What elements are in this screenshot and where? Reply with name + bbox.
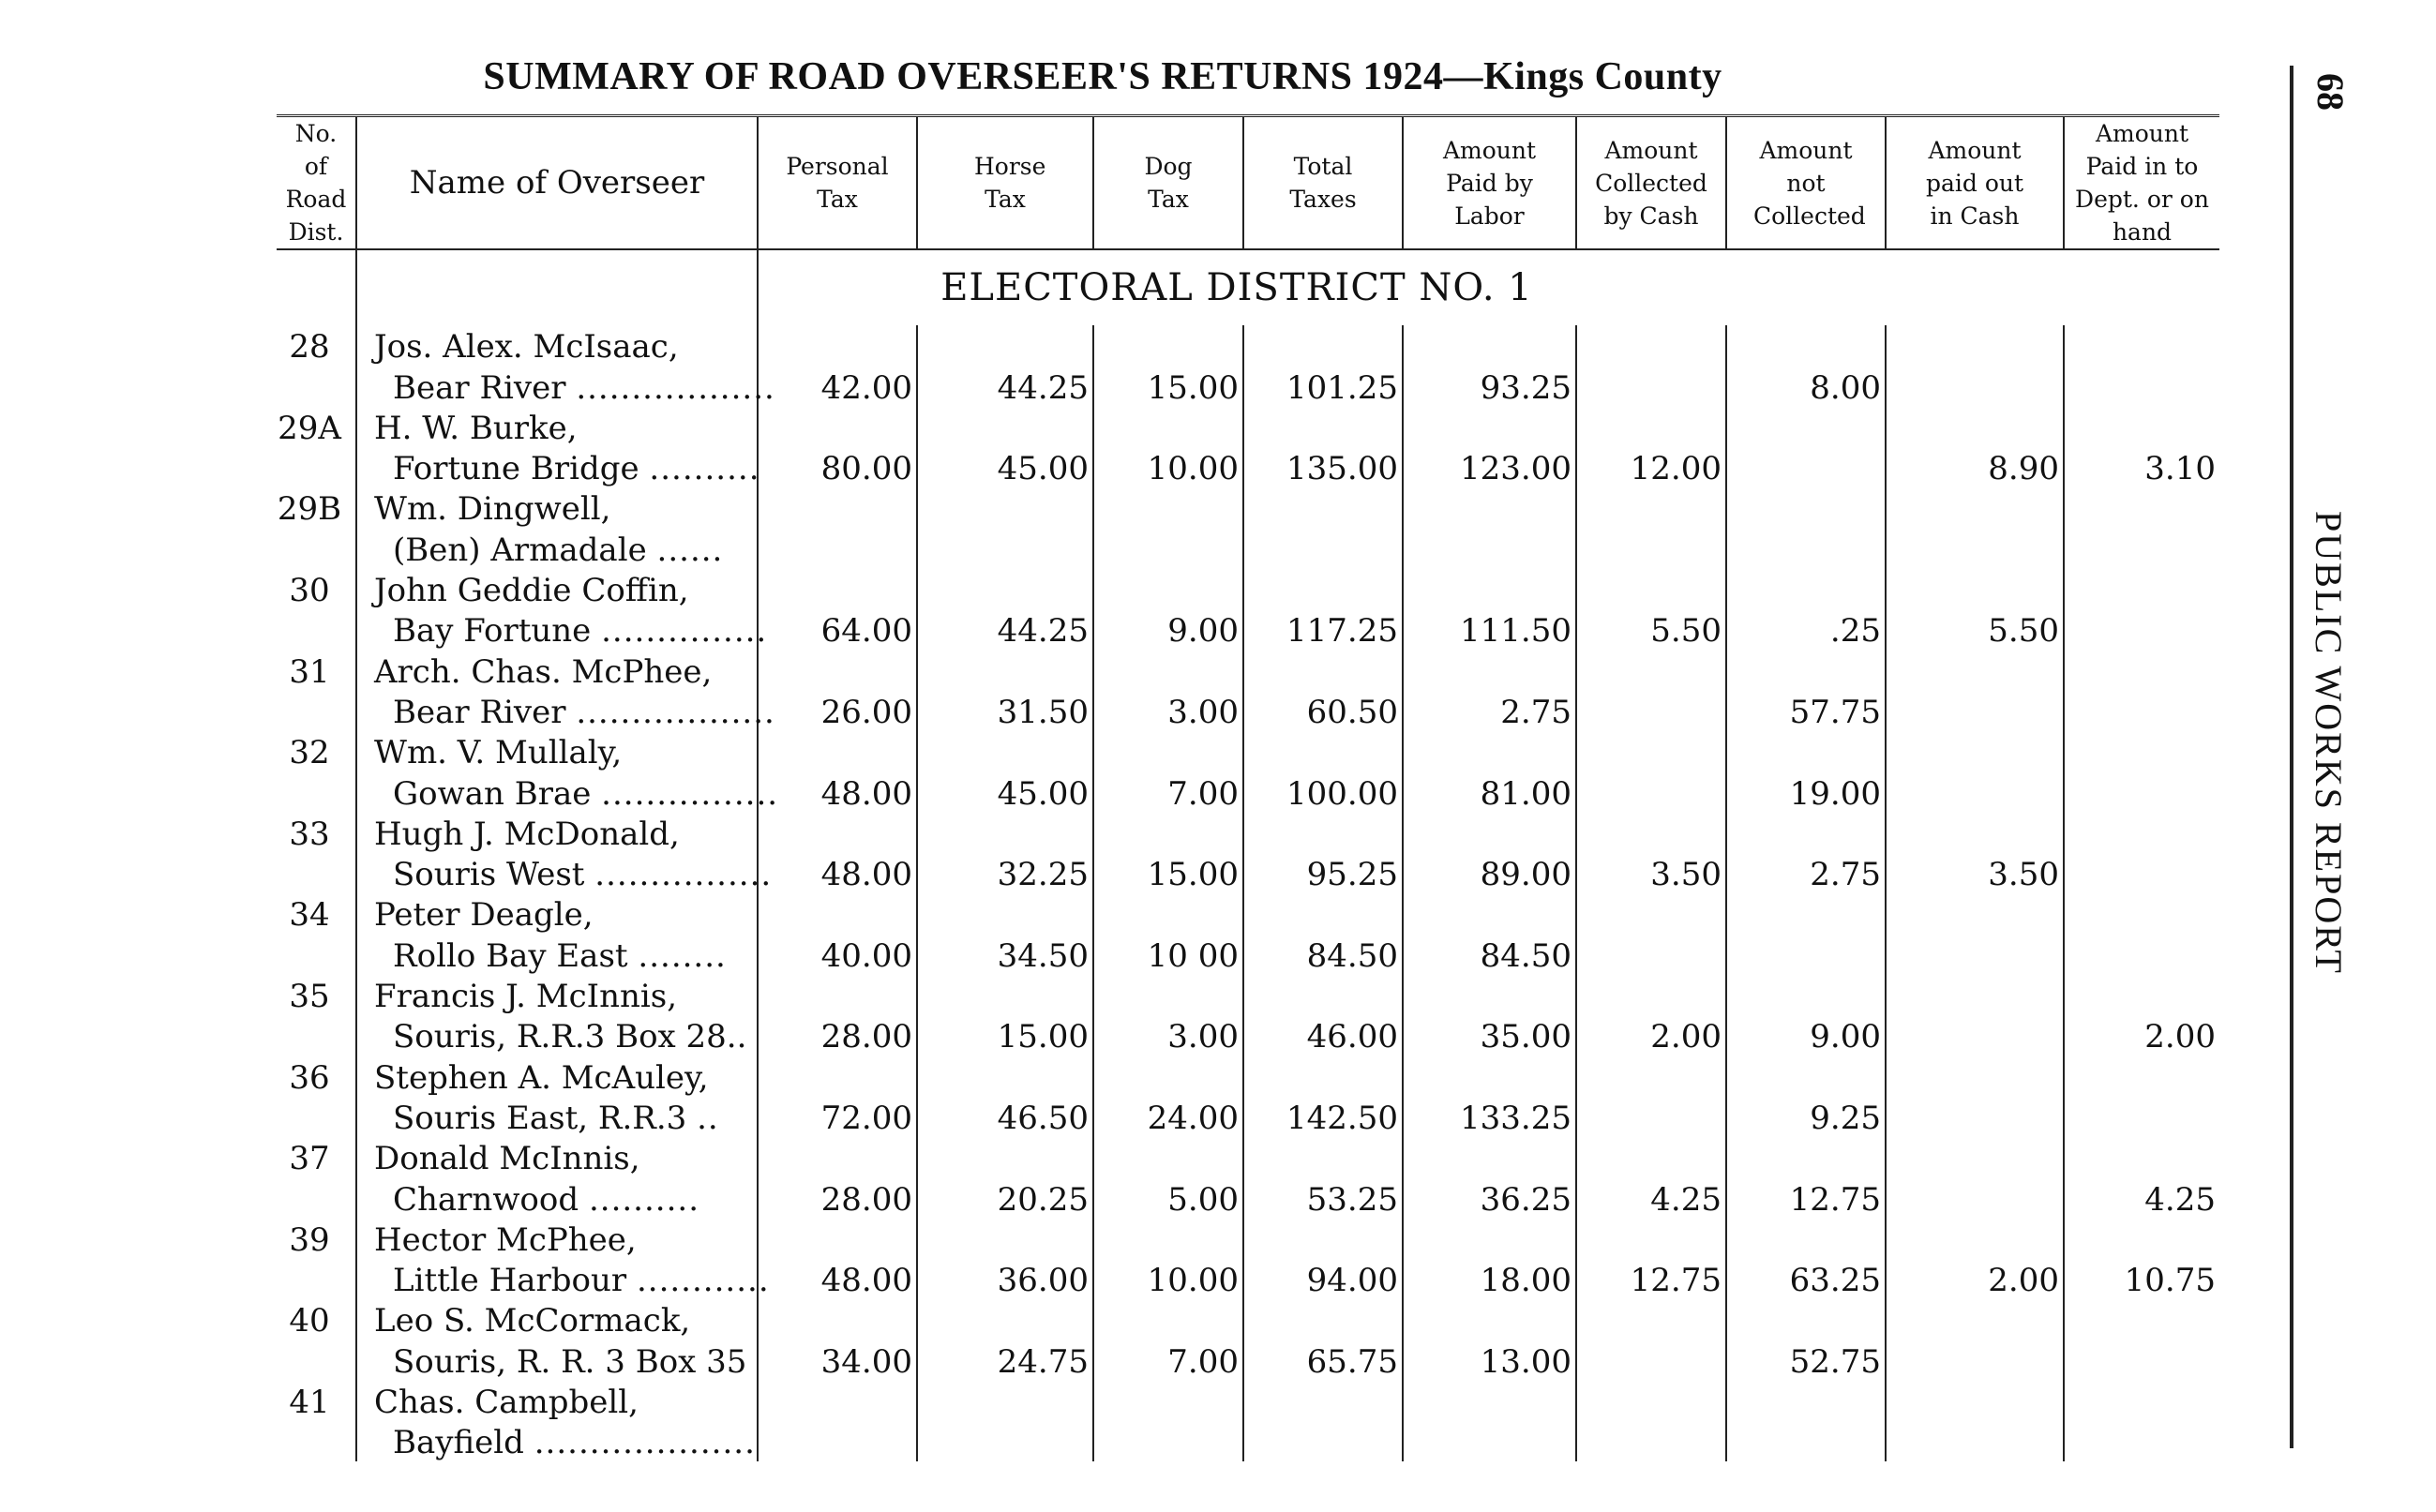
overseer-name: Arch. Chas. McPhee, [356,650,758,690]
cell-dog: 15.00 [1093,853,1243,893]
cell-collected [1576,771,1726,812]
cell-collected: 12.00 [1576,447,1726,487]
place-label: Bear River [393,693,566,731]
place-label: Little Harbour [393,1262,627,1300]
cell-not-collected: 9.00 [1726,1015,1886,1055]
place-label: Souris East, R.R.3 [393,1099,687,1137]
overseer-place [356,1340,758,1380]
cell-collected [1576,528,1726,568]
cell-not-collected: 12.75 [1726,1177,1886,1218]
header-paid-out-cash: Amount paid out in Cash [1886,116,2064,250]
cell-personal: 64.00 [758,609,917,650]
table-row-figures [277,528,2219,568]
table-row-figures [277,934,2219,974]
table-row [277,650,2219,690]
cell-personal: 40.00 [758,934,917,974]
leader-dots: ............ [636,1262,770,1300]
cell-not-collected: 8.00 [1726,366,1886,406]
table-row-figures [277,1177,2219,1218]
cell-paid-in [2064,366,2219,406]
cell-labor: 133.25 [1403,1097,1576,1137]
table-row [277,407,2219,447]
cell-paid-out: 3.50 [1886,853,2064,893]
cell-total: 135.00 [1243,447,1403,487]
running-title: PUBLIC WORKS REPORT [2308,511,2350,975]
cell-labor [1403,528,1576,568]
overseer-place [356,1097,758,1137]
road-dist-number: 37 [289,1140,330,1178]
cell-not-collected: .25 [1726,609,1886,650]
cell-paid-in [2064,528,2219,568]
cell-collected: 3.50 [1576,853,1726,893]
place-label: Gowan Brae [393,774,592,813]
cell-labor: 84.50 [1403,934,1576,974]
table-row [277,1381,2219,1421]
road-dist-number: 40 [289,1302,330,1340]
cell-dog: 15.00 [1093,366,1243,406]
cell-paid-out [1886,528,2064,568]
cell-paid-in [2064,771,2219,812]
cell-dog [1093,528,1243,568]
cell-total: 100.00 [1243,771,1403,812]
place-label: Charnwood [393,1180,579,1219]
road-dist-number: 29B [277,490,342,529]
district-heading: ELECTORAL DISTRICT NO. 1 [940,266,1533,309]
cell-total: 117.25 [1243,609,1403,650]
table-row-figures [277,1015,2219,1055]
table-row-figures [277,1421,2219,1461]
cell-horse [917,1421,1093,1461]
cell-personal: 28.00 [758,1015,917,1055]
table-row [277,893,2219,934]
cell-labor: 81.00 [1403,771,1576,812]
header-row [277,116,2219,250]
overseer-name: Wm. V. Mullaly, [356,731,758,771]
table-row-figures [277,853,2219,893]
cell-paid-out [1886,934,2064,974]
cell-total: 142.50 [1243,1097,1403,1137]
page-title: SUMMARY OF ROAD OVERSEER'S RETURNS 1924—Kings County [483,55,1722,98]
overseer-name: John Geddie Coffin, [356,569,758,609]
place-label: Bay Fortune [393,612,592,651]
overseer-place [356,366,775,407]
overseer-place [356,934,758,974]
road-dist-number: 39 [289,1220,330,1259]
table-row [277,813,2219,853]
cell-paid-in [2064,934,2219,974]
cell-collected [1576,1340,1726,1380]
cell-collected: 5.50 [1576,609,1726,650]
cell-paid-out [1886,771,2064,812]
table-row-figures [277,609,2219,650]
cell-collected [1576,691,1726,731]
cell-paid-out [1886,1340,2064,1380]
cell-horse: 45.00 [917,447,1093,487]
cell-paid-out [1886,1177,2064,1218]
cell-horse: 45.00 [917,771,1093,812]
table-row [277,731,2219,771]
cell-paid-out: 2.00 [1886,1259,2064,1299]
cell-collected: 2.00 [1576,1015,1726,1055]
table-row-figures [277,1259,2219,1299]
overseer-place [356,528,758,568]
table-row [277,1219,2219,1259]
leader-dots: ........ [638,936,727,975]
road-dist-number: 31 [289,652,330,691]
cell-personal: 48.00 [758,771,917,812]
cell-paid-out [1886,1421,2064,1461]
returns-table-container [277,114,2216,1492]
place-label: Souris, R. R. 3 Box 35 [393,1342,747,1381]
cell-not-collected: 2.75 [1726,853,1886,893]
overseer-place [356,609,768,651]
cell-paid-out [1886,1015,2064,1055]
overseer-name: Francis J. McInnis, [356,975,758,1015]
cell-not-collected: 57.75 [1726,691,1886,731]
cell-paid-out: 5.50 [1886,609,2064,650]
cell-not-collected: 52.75 [1726,1340,1886,1380]
cell-total [1243,1421,1403,1461]
cell-dog: 10.00 [1093,1259,1243,1299]
leader-dots: .......... [588,1180,700,1219]
cell-collected [1576,1097,1726,1137]
cell-horse: 31.50 [917,691,1093,731]
leader-dots: ...... [656,531,724,569]
cell-total: 60.50 [1243,691,1403,731]
table-row-figures [277,771,2219,812]
table-row-figures [277,691,2219,731]
district-row [277,249,2219,325]
cell-labor: 13.00 [1403,1340,1576,1380]
cell-collected [1576,1421,1726,1461]
road-dist-number: 33 [289,815,330,853]
cell-personal: 48.00 [758,853,917,893]
cell-total [1243,528,1403,568]
cell-paid-in [2064,1097,2219,1137]
overseer-name: Stephen A. McAuley, [356,1055,758,1096]
table-row-figures [277,1340,2219,1380]
cell-personal: 72.00 [758,1097,917,1137]
cell-horse: 46.50 [917,1097,1093,1137]
overseer-name: Donald McInnis, [356,1137,758,1177]
cell-labor: 123.00 [1403,447,1576,487]
cell-paid-in: 10.75 [2064,1259,2219,1299]
cell-horse: 15.00 [917,1015,1093,1055]
table-row-figures [277,366,2219,406]
cell-paid-in [2064,853,2219,893]
cell-dog: 10.00 [1093,447,1243,487]
cell-not-collected [1726,1421,1886,1461]
overseer-name: Hugh J. McDonald, [356,813,758,853]
cell-dog: 3.00 [1093,1015,1243,1055]
cell-paid-in [2064,609,2219,650]
cell-horse [917,528,1093,568]
place-label: Bear River [393,368,566,407]
place-label: Fortune Bridge [393,450,639,488]
table-row [277,1299,2219,1340]
overseer-place [356,1177,758,1218]
returns-table [277,114,2219,1461]
cell-paid-out: 8.90 [1886,447,2064,487]
cell-dog: 7.00 [1093,1340,1243,1380]
place-label: Souris West [393,856,585,894]
cell-labor: 2.75 [1403,691,1576,731]
overseer-place [356,853,773,894]
leader-dots: ................ [594,856,773,894]
cell-labor: 93.25 [1403,366,1576,406]
cell-personal: 42.00 [758,366,917,406]
header-collected-by-cash: Amount Collected by Cash [1576,116,1726,250]
leader-dots: .......... [649,450,760,488]
header-road-dist: No. of Road Dist. [285,120,347,246]
cell-labor: 35.00 [1403,1015,1576,1055]
leader-dots: ................ [601,774,779,813]
road-dist-number: 32 [289,734,330,772]
cell-horse: 34.50 [917,934,1093,974]
road-dist-number: 36 [289,1058,330,1097]
table-row-figures [277,447,2219,487]
cell-dog: 5.00 [1093,1177,1243,1218]
cell-collected [1576,934,1726,974]
cell-paid-out [1886,366,2064,406]
header-name: Name of Overseer [356,116,758,250]
cell-total: 65.75 [1243,1340,1403,1380]
overseer-name: Chas. Campbell, [356,1381,758,1421]
road-dist-number: 30 [289,572,330,610]
cell-personal [758,528,917,568]
cell-labor: 111.50 [1403,609,1576,650]
cell-collected: 12.75 [1576,1259,1726,1299]
cell-dog: 24.00 [1093,1097,1243,1137]
header-paid-to-dept: Amount Paid in to Dept. or on hand [2064,116,2219,250]
cell-collected [1576,366,1726,406]
cell-total: 94.00 [1243,1259,1403,1299]
table-row-figures [277,1097,2219,1137]
road-dist-number: 34 [289,896,330,935]
table-body [277,249,2219,1461]
overseer-name: Leo S. McCormack, [356,1299,758,1340]
cell-paid-out [1886,1097,2064,1137]
cell-labor: 18.00 [1403,1259,1576,1299]
table-row [277,569,2219,609]
header-personal-tax: Personal Tax [758,116,917,250]
overseer-place [356,1421,758,1461]
cell-not-collected [1726,934,1886,974]
cell-dog: 3.00 [1093,691,1243,731]
overseer-place [356,1015,758,1055]
cell-horse: 44.25 [917,366,1093,406]
cell-personal: 26.00 [758,691,917,731]
table-row [277,325,2219,366]
cell-horse: 36.00 [917,1259,1093,1299]
cell-paid-in: 3.10 [2064,447,2219,487]
header-paid-by-labor: Amount Paid by Labor [1403,116,1576,250]
leader-dots: .................. [576,368,775,407]
cell-not-collected: 63.25 [1726,1259,1886,1299]
cell-personal: 34.00 [758,1340,917,1380]
cell-dog: 9.00 [1093,609,1243,650]
cell-horse: 32.25 [917,853,1093,893]
page-number: 68 [2309,73,2352,111]
cell-paid-in [2064,1340,2219,1380]
header-not-collected: Amount not Collected [1726,116,1886,250]
table-row [277,487,2219,528]
place-label: Bayfield [393,1424,524,1462]
place-label: Souris, R.R.3 Box 28.. [393,1018,747,1056]
cell-dog: 10 00 [1093,934,1243,974]
margin-rule [2290,66,2293,1448]
leader-dots: .................. [576,693,775,731]
overseer-name: H. W. Burke, [356,407,758,447]
table-row [277,1055,2219,1096]
cell-paid-out [1886,691,2064,731]
place-label: (Ben) Armadale [393,531,647,569]
cell-personal: 28.00 [758,1177,917,1218]
cell-paid-in: 4.25 [2064,1177,2219,1218]
overseer-name: Jos. Alex. McIsaac, [356,325,758,366]
cell-total: 84.50 [1243,934,1403,974]
cell-total: 53.25 [1243,1177,1403,1218]
cell-paid-in [2064,1421,2219,1461]
table-row [277,1137,2219,1177]
overseer-name: Peter Deagle, [356,893,758,934]
road-dist-number: 35 [289,978,330,1016]
cell-paid-in: 2.00 [2064,1015,2219,1055]
leader-dots: .. [697,1099,719,1137]
cell-not-collected: 9.25 [1726,1097,1886,1137]
header-dog-tax: Dog Tax [1093,116,1243,250]
cell-paid-in [2064,691,2219,731]
overseer-name: Wm. Dingwell, [356,487,758,528]
overseer-place [356,691,775,731]
cell-total: 95.25 [1243,853,1403,893]
header-horse-tax: Horse Tax [917,116,1093,250]
road-dist-number: 29A [278,409,341,447]
cell-dog [1093,1421,1243,1461]
cell-dog: 7.00 [1093,771,1243,812]
cell-personal: 48.00 [758,1259,917,1299]
cell-horse: 24.75 [917,1340,1093,1380]
overseer-place [356,447,758,487]
cell-labor [1403,1421,1576,1461]
leader-dots: ............... [601,612,768,651]
cell-total: 46.00 [1243,1015,1403,1055]
cell-horse: 44.25 [917,609,1093,650]
place-label: Rollo Bay East [393,936,628,975]
header-total-taxes: Total Taxes [1243,116,1403,250]
cell-labor: 36.25 [1403,1177,1576,1218]
cell-total: 101.25 [1243,366,1403,406]
overseer-place [356,1259,770,1300]
road-dist-number: 28 [289,328,330,367]
road-dist-number: 41 [289,1384,330,1422]
overseer-name: Hector McPhee, [356,1219,758,1259]
cell-not-collected [1726,447,1886,487]
table-row [277,975,2219,1015]
overseer-place [356,771,779,813]
cell-personal [758,1421,917,1461]
cell-not-collected [1726,528,1886,568]
cell-horse: 20.25 [917,1177,1093,1218]
cell-personal: 80.00 [758,447,917,487]
cell-not-collected: 19.00 [1726,771,1886,812]
cell-collected: 4.25 [1576,1177,1726,1218]
cell-labor: 89.00 [1403,853,1576,893]
leader-dots: .................... [534,1424,756,1462]
